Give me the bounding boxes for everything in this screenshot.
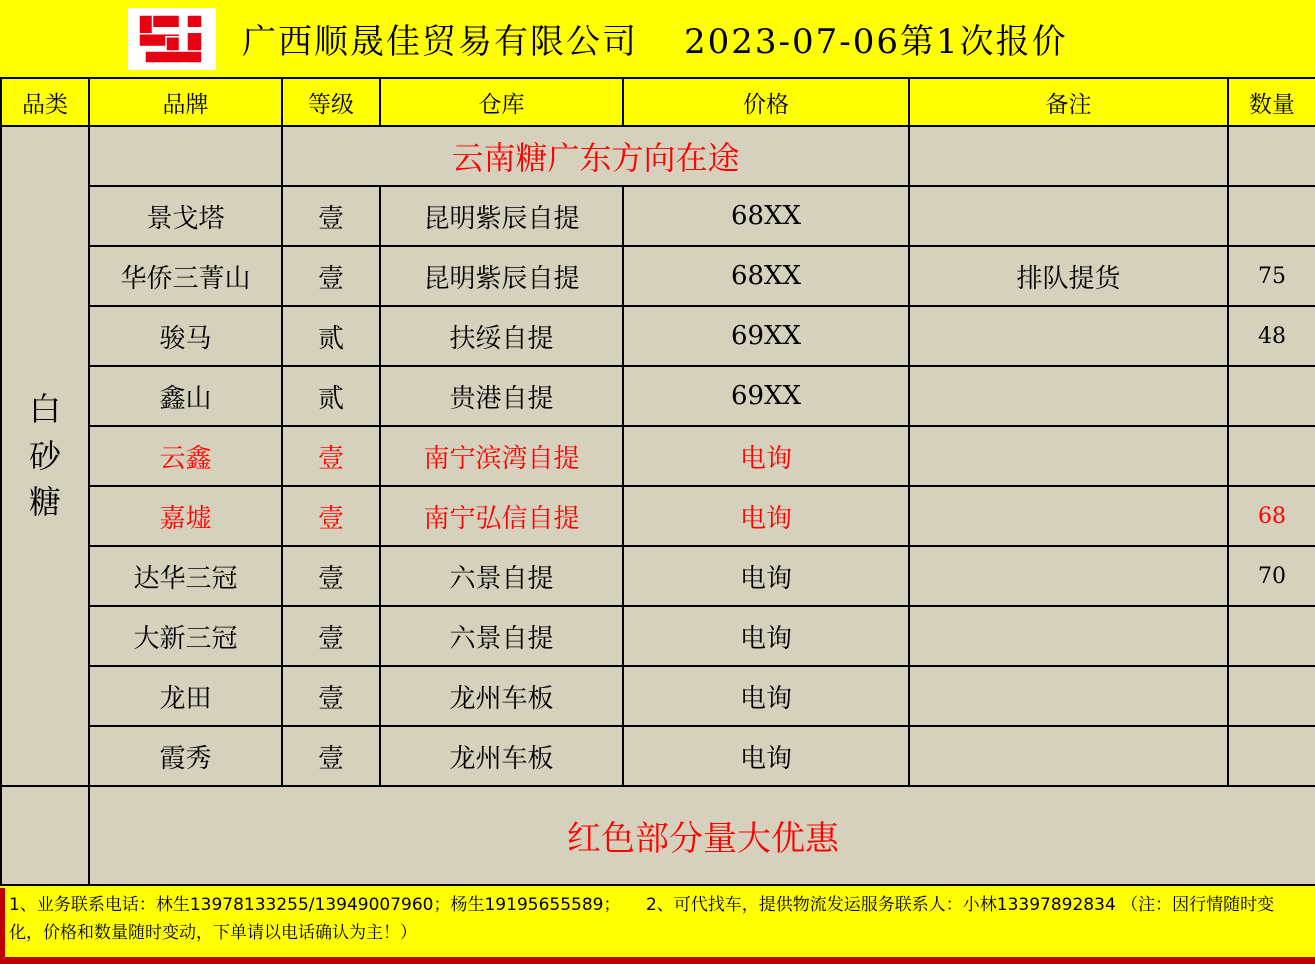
col-header-brand: 品牌 bbox=[89, 78, 282, 126]
promo-note: 红色部分量大优惠 bbox=[89, 786, 1315, 885]
warehouse-cell: 龙州车板 bbox=[380, 666, 623, 726]
warehouse-cell: 南宁弘信自提 bbox=[380, 486, 623, 546]
remark-cell bbox=[909, 606, 1228, 666]
qty-cell bbox=[1228, 606, 1315, 666]
remark-cell bbox=[909, 186, 1228, 246]
brand-cell: 华侨三菁山 bbox=[89, 246, 282, 306]
page-title bbox=[242, 14, 1068, 63]
empty-category-cell bbox=[1, 786, 89, 885]
table-row bbox=[1, 666, 1315, 726]
price-cell: 68XX bbox=[623, 246, 909, 306]
brand-cell: 达华三冠 bbox=[89, 546, 282, 606]
grade-cell: 壹 bbox=[282, 486, 380, 546]
remark-cell bbox=[909, 486, 1228, 546]
brand-cell: 嘉墟 bbox=[89, 486, 282, 546]
qty-cell: 68 bbox=[1228, 486, 1315, 546]
company-name: 广西顺晟佳贸易有限公司 bbox=[242, 22, 638, 62]
price-cell: 电询 bbox=[623, 426, 909, 486]
warehouse-cell: 南宁滨湾自提 bbox=[380, 426, 623, 486]
grade-cell: 壹 bbox=[282, 726, 380, 786]
price-cell: 69XX bbox=[623, 366, 909, 426]
table-row bbox=[1, 606, 1315, 666]
table-row-discount bbox=[1, 426, 1315, 486]
brand-cell: 大新三冠 bbox=[89, 606, 282, 666]
table-row bbox=[1, 246, 1315, 306]
sj-monogram-icon bbox=[133, 12, 211, 66]
warehouse-cell: 扶绥自提 bbox=[380, 306, 623, 366]
brand-cell: 霞秀 bbox=[89, 726, 282, 786]
promo-row bbox=[1, 786, 1315, 885]
remark-cell bbox=[909, 426, 1228, 486]
remark-cell: 排队提货 bbox=[909, 246, 1228, 306]
category-label: 白砂糖 bbox=[28, 390, 61, 522]
warehouse-cell: 昆明紫辰自提 bbox=[380, 246, 623, 306]
qty-cell: 70 bbox=[1228, 546, 1315, 606]
warehouse-cell: 六景自提 bbox=[380, 546, 623, 606]
price-cell: 69XX bbox=[623, 306, 909, 366]
remark-cell bbox=[909, 726, 1228, 786]
empty-remark-cell bbox=[909, 126, 1228, 186]
table-row bbox=[1, 546, 1315, 606]
bottom-red-strip bbox=[0, 957, 1315, 964]
qty-cell: 48 bbox=[1228, 306, 1315, 366]
transit-note: 云南糖广东方向在途 bbox=[282, 126, 909, 186]
col-header-grade: 等级 bbox=[282, 78, 380, 126]
remark-cell bbox=[909, 366, 1228, 426]
company-logo bbox=[128, 8, 216, 70]
remark-cell bbox=[909, 546, 1228, 606]
brand-cell: 龙田 bbox=[89, 666, 282, 726]
warehouse-cell: 昆明紫辰自提 bbox=[380, 186, 623, 246]
remark-cell bbox=[909, 306, 1228, 366]
transit-note-row bbox=[1, 126, 1315, 186]
price-cell: 电询 bbox=[623, 486, 909, 546]
title-bar bbox=[0, 0, 1315, 77]
table-row bbox=[1, 366, 1315, 426]
col-header-remark: 备注 bbox=[909, 78, 1228, 126]
price-cell: 电询 bbox=[623, 726, 909, 786]
empty-qty-cell bbox=[1228, 126, 1315, 186]
warehouse-cell: 六景自提 bbox=[380, 606, 623, 666]
col-header-price: 价格 bbox=[623, 78, 909, 126]
col-header-category: 品类 bbox=[1, 78, 89, 126]
qty-cell bbox=[1228, 726, 1315, 786]
grade-cell: 贰 bbox=[282, 306, 380, 366]
qty-cell: 75 bbox=[1228, 246, 1315, 306]
price-cell: 68XX bbox=[623, 186, 909, 246]
grade-cell: 壹 bbox=[282, 606, 380, 666]
header-row bbox=[1, 78, 1315, 126]
grade-cell: 壹 bbox=[282, 546, 380, 606]
grade-cell: 壹 bbox=[282, 246, 380, 306]
quote-date-label: 2023-07-06第1次报价 bbox=[684, 22, 1068, 62]
grade-cell: 壹 bbox=[282, 426, 380, 486]
empty-brand-cell bbox=[89, 126, 282, 186]
price-cell: 电询 bbox=[623, 606, 909, 666]
title-spacer bbox=[638, 14, 684, 63]
table-row bbox=[1, 726, 1315, 786]
brand-cell: 骏马 bbox=[89, 306, 282, 366]
qty-cell bbox=[1228, 186, 1315, 246]
left-red-strip bbox=[0, 888, 5, 964]
price-cell: 电询 bbox=[623, 546, 909, 606]
table-row-discount bbox=[1, 486, 1315, 546]
footer-contact-note: 1、业务联系电话：林生13978133255/13949007960；杨生19195655589； 2、可代找车，提供物流发运服务联系人：小林13397892834 （注：因行情随时变化，价格和数量随时变动，下单请以电话确认为主！） bbox=[0, 886, 1315, 957]
grade-cell: 壹 bbox=[282, 186, 380, 246]
price-cell: 电询 bbox=[623, 666, 909, 726]
brand-cell: 景戈塔 bbox=[89, 186, 282, 246]
qty-cell bbox=[1228, 426, 1315, 486]
brand-cell: 鑫山 bbox=[89, 366, 282, 426]
col-header-qty: 数量 bbox=[1228, 78, 1315, 126]
table-row bbox=[1, 186, 1315, 246]
grade-cell: 贰 bbox=[282, 366, 380, 426]
category-cell bbox=[1, 126, 89, 786]
warehouse-cell: 龙州车板 bbox=[380, 726, 623, 786]
remark-cell bbox=[909, 666, 1228, 726]
table-row bbox=[1, 306, 1315, 366]
qty-cell bbox=[1228, 366, 1315, 426]
grade-cell: 壹 bbox=[282, 666, 380, 726]
warehouse-cell: 贵港自提 bbox=[380, 366, 623, 426]
price-table bbox=[0, 77, 1315, 886]
brand-cell: 云鑫 bbox=[89, 426, 282, 486]
qty-cell bbox=[1228, 666, 1315, 726]
col-header-warehouse: 仓库 bbox=[380, 78, 623, 126]
